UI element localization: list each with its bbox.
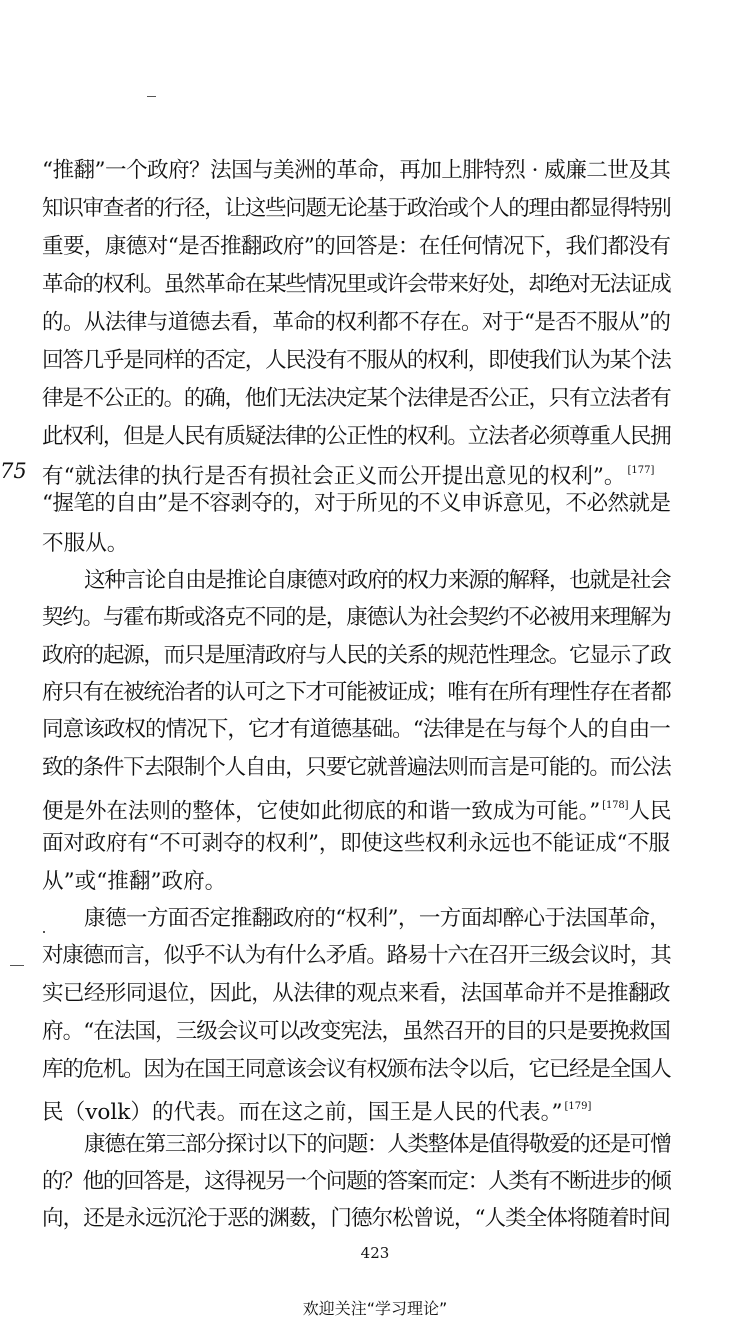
text-line bbox=[42, 455, 670, 487]
text-line: 面对政府有“不可剥夺的权利”，即使这些权利永远也不能证成“不服 bbox=[42, 831, 670, 856]
text-line: 实已经形同退位，因此，从法律的观点来看，法国革命并不是推翻政 bbox=[42, 981, 670, 1006]
text-line: 向，还是永远沉沦于恶的渊薮，门德尔松曾说，“人类全体将随着时间 bbox=[42, 1206, 670, 1231]
text-line: 政府的起源，而只是厘清政府与人民的关系的规范性理念。它显示了政 bbox=[42, 643, 671, 668]
text-line: 律是不公正的。的确，他们无法决定某个法律是否公正，只有立法者有 bbox=[42, 386, 671, 411]
text-line: 府只有在被统治者的认可之下才可能被证成；唯有在所有理性存在者都 bbox=[42, 680, 671, 705]
text-segment: 人民 bbox=[628, 799, 672, 824]
text-line: 这种言论自由是推论自康德对政府的权力来源的解释，也就是社会 bbox=[84, 568, 671, 593]
page-number: 423 bbox=[360, 1244, 390, 1262]
text-line: 的？他的回答是，这得视另一个问题的答案而定：人类有不断进步的倾 bbox=[42, 1169, 671, 1194]
scan-mark bbox=[147, 96, 156, 97]
text-line bbox=[42, 790, 670, 822]
text-line: 契约。与霍布斯或洛克不同的是，康德认为社会契约不必被用来理解为 bbox=[42, 605, 671, 630]
text-line bbox=[42, 1091, 670, 1123]
margin-line-number: 75 bbox=[0, 459, 27, 483]
text-line: 革命的权利。虽然革命在某些情况里或许会带来好处，却绝对无法证成 bbox=[42, 272, 671, 297]
text-line: 致的条件下去限制个人自由，只要它就普遍法则而言是可能的。而公法 bbox=[42, 755, 671, 780]
footnote-ref-179[interactable]: [179] bbox=[564, 1101, 592, 1112]
text-line: “握笔的自由”是不容剥夺的，对于所见的不义申诉意见，不必然就是 bbox=[42, 491, 671, 516]
footnote-ref-178[interactable]: [178] bbox=[602, 800, 629, 811]
text-segment: 有“就法律的执行是否有损社会正义而公开提出意见的权利”。 bbox=[42, 464, 626, 489]
footer-caption: 欢迎关注“学习理论” bbox=[302, 1299, 448, 1318]
text-line: 对康德而言，似乎不认为有什么矛盾。路易十六在召开三级会议时，其 bbox=[42, 943, 671, 968]
text-line: 从”或“推翻”政府。 bbox=[42, 869, 227, 894]
text-line: 的。从法律与道德去看，革命的权利都不存在。对于“是否不服从”的 bbox=[42, 310, 671, 335]
text-line: “推翻”一个政府？法国与美洲的革命，再加上腓特烈 · 威廉二世及其 bbox=[42, 158, 671, 183]
text-line: 库的危机。因为在国王同意该会议有权颁布法令以后，它已经是全国人 bbox=[42, 1057, 671, 1082]
text-line: 不服从。 bbox=[42, 531, 129, 556]
text-line: 回答几乎是同样的否定，人民没有不服从的权利，即使我们认为某个法 bbox=[42, 348, 671, 373]
text-line: 同意该政权的情况下，它才有道德基础。“法律是在与每个人的自由一 bbox=[42, 717, 670, 742]
text-line: 此权利，但是人民有质疑法律的公正性的权利。立法者必须尊重人民拥 bbox=[42, 424, 671, 449]
text-line: 知识审查者的行径，让这些问题无论基于政治或个人的理由都显得特别 bbox=[42, 196, 671, 221]
text-line: 府。“在法国，三级会议可以改变宪法，虽然召开的目的只是要挽救国 bbox=[42, 1019, 670, 1044]
text-segment: 民（volk）的代表。而在这之前，国王是人民的代表。” bbox=[42, 1100, 563, 1125]
text-segment: 便是外在法则的整体，它使如此彻底的和谐一致成为可能。” bbox=[42, 799, 601, 824]
text-line: 重要，康德对“是否推翻政府”的回答是：在任何情况下，我们都没有 bbox=[42, 234, 671, 259]
footnote-ref-177[interactable]: [177] bbox=[627, 465, 655, 476]
text-line: 康德在第三部分探讨以下的问题：人类整体是值得敬爱的还是可憎 bbox=[84, 1132, 671, 1157]
scan-mark bbox=[10, 965, 24, 966]
text-line: 康德一方面否定推翻政府的“权利”，一方面却醉心于法国革命， bbox=[84, 906, 671, 931]
scan-mark bbox=[43, 931, 45, 933]
